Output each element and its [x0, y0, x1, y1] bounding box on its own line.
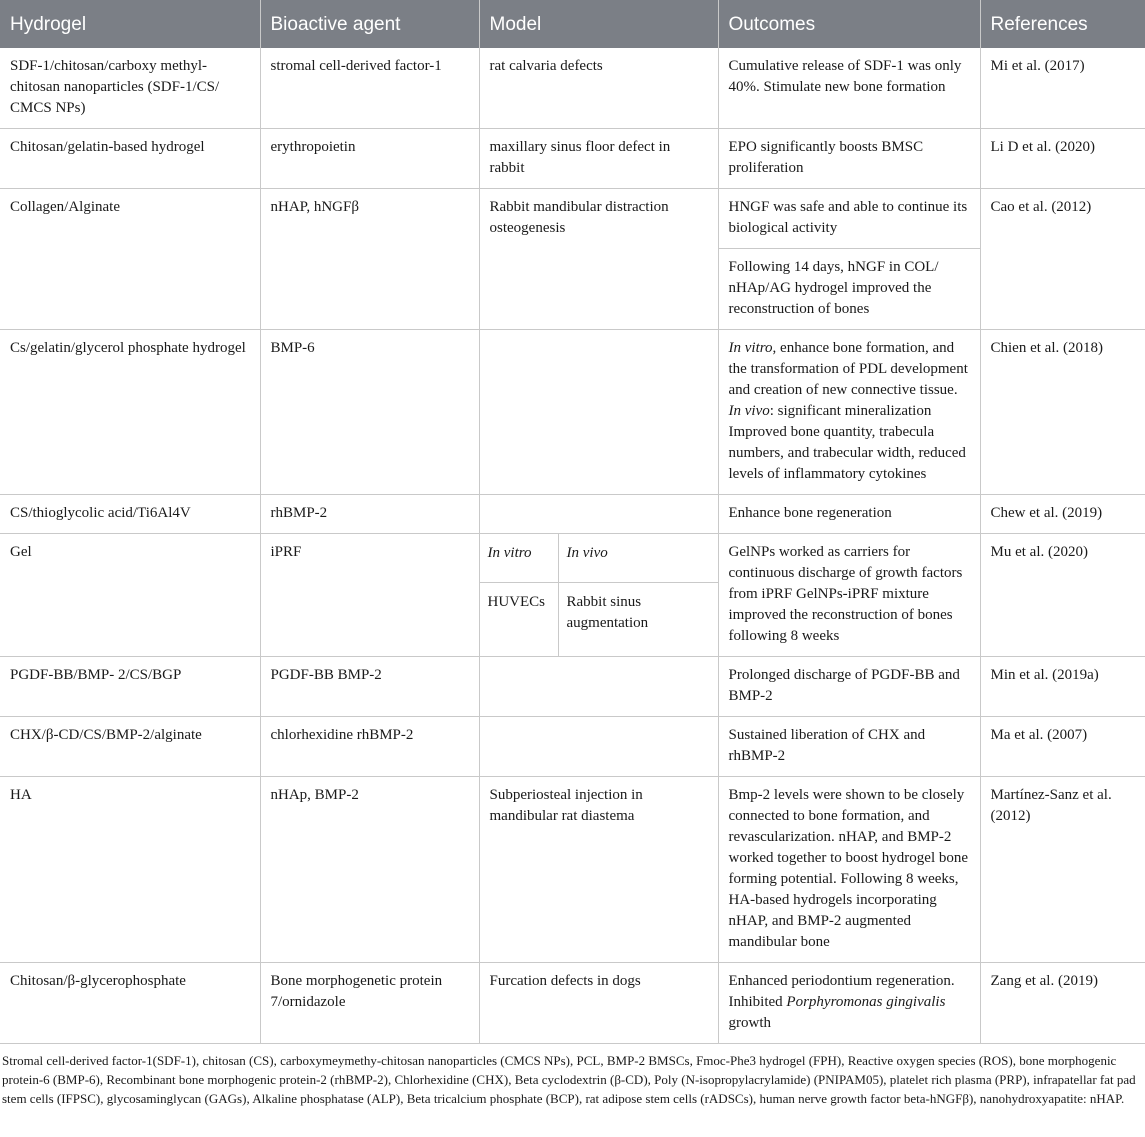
cell-hydrogel: PGDF-BB/BMP- 2/CS/BGP [0, 657, 260, 717]
cell-hydrogel: SDF-1/chitosan/carboxy methyl-chitosan nanoparticles (SDF-1/CS/ CMCS NPs) [0, 48, 260, 129]
cell-agent: Bone morphogenetic protein 7/ornidazole [260, 963, 479, 1044]
table-row [0, 330, 1145, 495]
cell-outcome: Prolonged discharge of PGDF-BB and BMP-2 [718, 657, 980, 717]
cell-reference: Chew et al. (2019) [980, 495, 1145, 534]
cell-reference: Mi et al. (2017) [980, 48, 1145, 129]
cell-model [479, 495, 718, 534]
cell-model: Rabbit mandibular distraction osteogenesis [479, 189, 718, 330]
in-vivo-label: In vivo [728, 403, 770, 419]
cell-agent: iPRF [260, 534, 479, 657]
table-row [0, 495, 1145, 534]
cell-hydrogel: CHX/β-CD/CS/BMP-2/alginate [0, 717, 260, 777]
cell-outcome: HNGF was safe and able to continue its biological activity [718, 189, 980, 249]
header-outcomes: Outcomes [718, 0, 980, 48]
cell-model [479, 330, 718, 495]
cell-agent: PGDF-BB BMP-2 [260, 657, 479, 717]
cell-agent: chlorhexidine rhBMP-2 [260, 717, 479, 777]
table-row [0, 534, 1145, 583]
header-references: References [980, 0, 1145, 48]
cell-hydrogel: HA [0, 777, 260, 963]
cell-outcome [718, 330, 980, 495]
cell-agent: rhBMP-2 [260, 495, 479, 534]
header-model: Model [479, 0, 718, 48]
cell-outcome: Bmp-2 levels were shown to be closely connected to bone formation, and revascularization. nHAP, and BMP-2 worked together to boost hydrogel bone forming potential. Following 8 weeks, HA-based hydrogels incorporating nHAP, and BMP-2 augmented mandibular bone [718, 777, 980, 963]
cell-hydrogel: Chitosan/gelatin-based hydrogel [0, 129, 260, 189]
table-row [0, 129, 1145, 189]
cell-reference: Martínez-Sanz et al. (2012) [980, 777, 1145, 963]
cell-hydrogel: Cs/gelatin/glycerol phosphate hydrogel [0, 330, 260, 495]
table-header-row [0, 0, 1145, 48]
cell-model [479, 717, 718, 777]
cell-model-in-vitro: HUVECs [479, 582, 558, 656]
in-vitro-text: , enhance bone formation, and the transformation of PDL development and creation of new connective tissue. [728, 340, 968, 398]
cell-outcome: Cumulative release of SDF-1 was only 40%. Stimulate new bone formation [718, 48, 980, 129]
cell-outcome: Sustained liberation of CHX and rhBMP-2 [718, 717, 980, 777]
table-row [0, 777, 1145, 963]
header-hydrogel: Hydrogel [0, 0, 260, 48]
cell-outcome: GelNPs worked as carriers for continuous discharge of growth factors from iPRF GelNPs-iPRF mixture improved the reconstruction of bones following 8 weeks [718, 534, 980, 657]
cell-reference: Li D et al. (2020) [980, 129, 1145, 189]
cell-outcome: Enhance bone regeneration [718, 495, 980, 534]
table-row [0, 48, 1145, 129]
cell-hydrogel: Chitosan/β-glycerophosphate [0, 963, 260, 1044]
cell-model-in-vivo: Rabbit sinus augmentation [558, 582, 718, 656]
cell-model-in-vitro-label: In vitro [479, 534, 558, 583]
cell-model: maxillary sinus floor defect in rabbit [479, 129, 718, 189]
outcome-species: Porphyromonas gingivalis [786, 994, 946, 1010]
cell-agent: nHAP, hNGFβ [260, 189, 479, 330]
outcome-tail: growth [728, 1015, 771, 1031]
table-row [0, 717, 1145, 777]
outcome-text: Enhanced periodontium regeneration. Inhibited [728, 973, 955, 1010]
table-row [0, 657, 1145, 717]
table-row [0, 189, 1145, 249]
cell-agent: erythropoietin [260, 129, 479, 189]
cell-outcome: EPO significantly boosts BMSC proliferation [718, 129, 980, 189]
cell-reference: Min et al. (2019a) [980, 657, 1145, 717]
cell-agent: nHAp, BMP-2 [260, 777, 479, 963]
cell-model: Furcation defects in dogs [479, 963, 718, 1044]
cell-agent: BMP-6 [260, 330, 479, 495]
cell-outcome: Following 14 days, hNGF in COL/ nHAp/AG hydrogel improved the reconstruction of bones [718, 249, 980, 330]
cell-reference: Cao et al. (2012) [980, 189, 1145, 330]
cell-model: Subperiosteal injection in mandibular rat diastema [479, 777, 718, 963]
cell-reference: Ma et al. (2007) [980, 717, 1145, 777]
header-bioactive-agent: Bioactive agent [260, 0, 479, 48]
cell-model-in-vivo-label: In vivo [558, 534, 718, 583]
cell-hydrogel: Gel [0, 534, 260, 657]
cell-outcome [718, 963, 980, 1044]
cell-hydrogel: Collagen/Alginate [0, 189, 260, 330]
cell-reference: Mu et al. (2020) [980, 534, 1145, 657]
in-vivo-text: : significant mineralization Improved bone quantity, trabecula numbers, and trabecular width, reduced levels of inflammatory cytokines [728, 403, 966, 482]
cell-reference: Zang et al. (2019) [980, 963, 1145, 1044]
table-row [0, 963, 1145, 1044]
cell-model: rat calvaria defects [479, 48, 718, 129]
cell-hydrogel: CS/thioglycolic acid/Ti6Al4V [0, 495, 260, 534]
table-footnote: Stromal cell-derived factor-1(SDF-1), chitosan (CS), carboxymeymethy-chitosan nanoparticles (CMCS NPs), PCL, BMP-2 BMSCs, Fmoc-Phe3 hydrogel (FPH), Reactive oxygen species (ROS), bone morphogenic protein-6 (BMP-6), Recombinant bone morphogenic protein-2 (rhBMP-2), Chlorhexidine (CHX), Beta cyclodextrin (β-CD), Poly (N-isopropylacrylamide) (PNIPAM05), platelet rich plasma (PRP), infrapatellar fat pad stem cells (IFPSC), glycosaminglycan (GAGs), Alkaline phosphatase (ALP), Beta tricalcium phosphate (BCP), rat adipose stem cells (rADSCs), human nerve growth factor beta-hNGFβ), nanohydroxyapatite: nHAP. [2, 1053, 1136, 1106]
in-vitro-label: In vitro [728, 340, 773, 356]
cell-model [479, 657, 718, 717]
cell-reference: Chien et al. (2018) [980, 330, 1145, 495]
cell-agent: stromal cell-derived factor-1 [260, 48, 479, 129]
